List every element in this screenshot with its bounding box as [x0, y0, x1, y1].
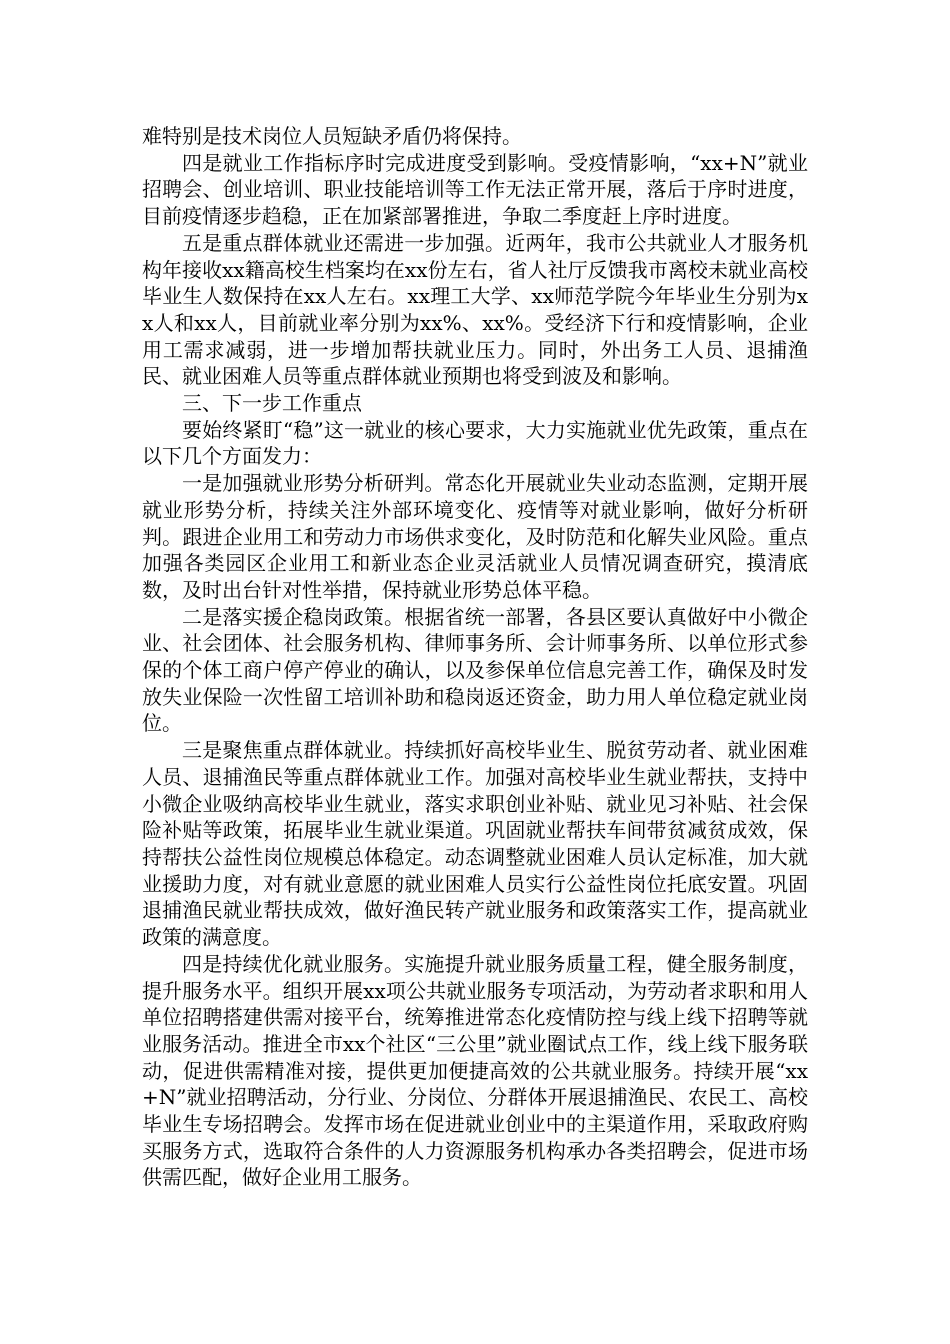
document-body: [142, 123, 808, 1191]
paragraph-employment-progress: 四是就业工作指标序时完成进度受到影响。受疫情影响，“xx+N”就业招聘会、创业培训、职业技能培训等工作无法正常开展，落后于序时进度，目前疫情逐步趋稳，正在加紧部署推进，争取二季度赶上序时进度。: [142, 150, 808, 229]
paragraph-continuation: 难特别是技术岗位人员短缺矛盾仍将保持。: [142, 124, 522, 148]
paragraph-analysis: 一是加强就业形势分析研判。常态化开展就业失业动态监测，定期开展就业形势分析，持续关注外部环境变化、疫情等对就业影响，做好分析研判。跟进企业用工和劳动力市场供求变化，及时防范和化解失业风险。重点加强各类园区企业用工和新业态企业灵活就业人员情况调查研究，摸清底数，及时出台针对性举措，保持就业形势总体平稳。: [142, 471, 808, 602]
paragraph-key-groups: 五是重点群体就业还需进一步加强。近两年，我市公共就业人才服务机构年接收xx籍高校生档案均在xx份左右，省人社厅反馈我市离校未就业高校毕业生人数保持在xx人左右。xx理工大学、xx师范学院今年毕业生分别为xx人和xx人，目前就业率分别为xx%、xx%。受经济下行和疫情影响，企业用工需求减弱，进一步增加帮扶就业压力。同时，外出务工人员、退捕渔民、就业困难人员等重点群体就业预期也将受到波及和影响。: [142, 230, 808, 389]
paragraph-policy: 二是落实援企稳岗政策。根据省统一部署，各县区要认真做好中小微企业、社会团体、社会服务机构、律师事务所、会计师事务所、以单位形式参保的个体工商户停产停业的确认，以及参保单位信息完善工作，确保及时发放失业保险一次性留工培训补助和稳岗返还资金，助力用人单位稳定就业岗位。: [142, 604, 808, 736]
paragraph-intro: 要始终紧盯“稳”这一就业的核心要求，大力实施就业优先政策，重点在以下几个方面发力：: [142, 417, 808, 469]
paragraph-services: 四是持续优化就业服务。实施提升就业服务质量工程，健全服务制度，提升服务水平。组织开展xx项公共就业服务专项活动，为劳动者求职和用人单位招聘搭建供需对接平台，统筹推进常态化疫情防控与线上线下招聘等就业服务活动。推进全市xx个社区“三公里”就业圈试点工作，线上线下服务联动，促进供需精准对接，提供更加便捷高效的公共就业服务。持续开展“xx+N”就业招聘活动，分行业、分岗位、分群体开展退捕渔民、农民工、高校毕业生专场招聘会。发挥市场在促进就业创业中的主渠道作用，采取政府购买服务方式，选取符合条件的人力资源服务机构承办各类招聘会，促进市场供需匹配，做好企业用工服务。: [142, 951, 808, 1190]
section-heading-next-steps: 三、下一步工作重点: [182, 391, 362, 416]
paragraph-key-groups-employment: 三是聚焦重点群体就业。持续抓好高校毕业生、脱贫劳动者、就业困难人员、退捕渔民等重点群体就业工作。加强对高校毕业生就业帮扶，支持中小微企业吸纳高校毕业生就业，落实求职创业补贴、就业见习补贴、社会保险补贴等政策，拓展毕业生就业渠道。巩固就业帮扶车间带贫减贫成效，保持帮扶公益性岗位规模总体稳定。动态调整就业困难人员认定标准，加大就业援助力度，对有就业意愿的就业困难人员实行公益性岗位托底安置。巩固退捕渔民就业帮扶成效，做好渔民转产就业服务和政策落实工作，提高就业政策的满意度。: [142, 738, 808, 950]
